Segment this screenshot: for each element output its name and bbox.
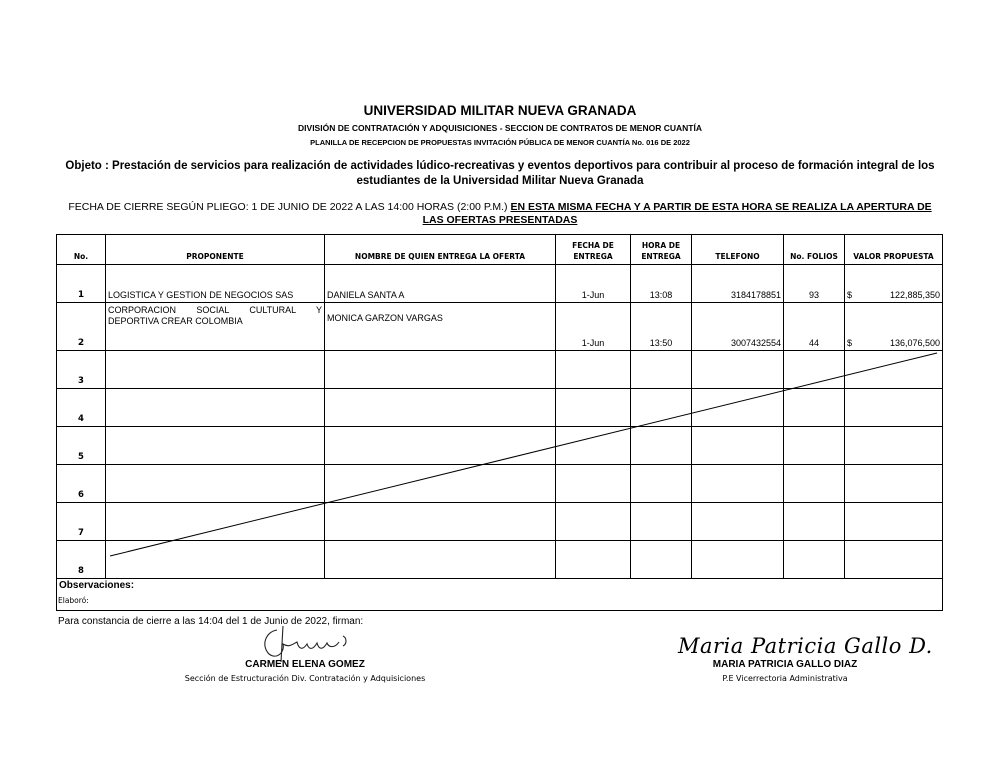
proposals-table — [56, 234, 943, 611]
col-header-fecha: FECHA DE ENTREGA — [556, 235, 631, 265]
fecha-cierre-text: FECHA DE CIERRE SEGÚN PLIEGO: 1 DE JUNIO DE 2022 A LAS 14:00 HORAS (2:00 P.M.) — [68, 201, 508, 213]
row-number: 7 — [57, 503, 106, 541]
table-row — [57, 541, 943, 579]
table-row — [57, 503, 943, 541]
valor-amount: 122,885,350 — [889, 290, 940, 300]
table-row — [57, 265, 943, 303]
col-header-folios: No. FOLIOS — [784, 235, 845, 265]
nombre-cell: MONICA GARZON VARGAS — [325, 303, 556, 351]
table-header-row — [57, 235, 943, 265]
row-number: 3 — [57, 351, 106, 389]
constancia-text: Para constancia de cierre a las 14:04 del 1 de Junio de 2022, firman: — [58, 616, 364, 627]
valor-amount: 136,076,500 — [889, 338, 940, 348]
observaciones-row — [57, 579, 943, 611]
fecha-cierre-line — [60, 201, 940, 227]
signer1-name: CARMEN ELENA GOMEZ — [245, 659, 365, 670]
telefono-cell: 3184178851 — [692, 265, 784, 303]
row-number: 1 — [57, 265, 106, 303]
signer2-role: P.E Vicerrectoria Administrativa — [722, 674, 848, 683]
elaboro-label: Elaboró: — [58, 596, 89, 605]
row-number: 2 — [57, 303, 106, 351]
telefono-cell: 3007432554 — [692, 303, 784, 351]
valor-cell — [845, 265, 943, 303]
table-row — [57, 303, 943, 351]
currency-symbol: $ — [847, 290, 853, 300]
signature-maria: Maria Patricia Gallo D. — [678, 634, 933, 658]
proponente-cell: CORPORACION SOCIAL CULTURAL Y DEPORTIVA CREAR COLOMBIA — [106, 303, 325, 351]
signer2-name: MARIA PATRICIA GALLO DIAZ — [712, 659, 858, 670]
fecha-cell: 1-Jun — [556, 303, 631, 351]
division-subtitle: DIVISIÓN DE CONTRATACIÓN Y ADQUISICIONES - SECCION DE CONTRATOS DE MENOR CUANTÍA — [298, 123, 702, 133]
col-header-telefono: TELEFONO — [692, 235, 784, 265]
table-row — [57, 427, 943, 465]
hora-cell: 13:08 — [631, 265, 692, 303]
planilla-subtitle: PLANILLA DE RECEPCION DE PROPUESTAS INVITACIÓN PÚBLICA DE MENOR CUANTÍA No. 016 DE 2022 — [310, 138, 690, 147]
folios-cell: 93 — [784, 265, 845, 303]
apertura-text: EN ESTA MISMA FECHA Y A PARTIR DE ESTA HORA SE REALIZA LA APERTURA DE LAS OFERTAS PRESENTADAS — [422, 201, 932, 226]
fecha-cell: 1-Jun — [556, 265, 631, 303]
col-header-hora: HORA DE ENTREGA — [631, 235, 692, 265]
row-number: 6 — [57, 465, 106, 503]
nombre-cell: DANIELA SANTA A — [325, 265, 556, 303]
signer1-role: Sección de Estructuración Div. Contratación y Adquisiciones — [184, 674, 426, 683]
hora-cell: 13:50 — [631, 303, 692, 351]
col-header-no: No. — [57, 235, 106, 265]
observaciones-label: Observaciones: — [57, 579, 943, 611]
row-number: 8 — [57, 541, 106, 579]
table-row — [57, 465, 943, 503]
row-number: 5 — [57, 427, 106, 465]
valor-cell — [845, 303, 943, 351]
col-header-nombre: NOMBRE DE QUIEN ENTREGA LA OFERTA — [325, 235, 556, 265]
col-header-valor: VALOR PROPUESTA — [845, 235, 943, 265]
signature-carmen — [255, 624, 355, 664]
objeto-text: Objeto : Prestación de servicios para realización de actividades lúdico-recreativas y eventos deportivos para contribuir al proceso de formación integral de los estudiantes de la Universidad Militar Nueva Granada — [65, 160, 935, 187]
folios-cell: 44 — [784, 303, 845, 351]
proponente-cell: LOGISTICA Y GESTION DE NEGOCIOS SAS — [106, 265, 325, 303]
table-row — [57, 351, 943, 389]
currency-symbol: $ — [847, 338, 853, 348]
table-row — [57, 389, 943, 427]
col-header-proponente: PROPONENTE — [106, 235, 325, 265]
document-title: UNIVERSIDAD MILITAR NUEVA GRANADA — [363, 103, 637, 118]
row-number: 4 — [57, 389, 106, 427]
